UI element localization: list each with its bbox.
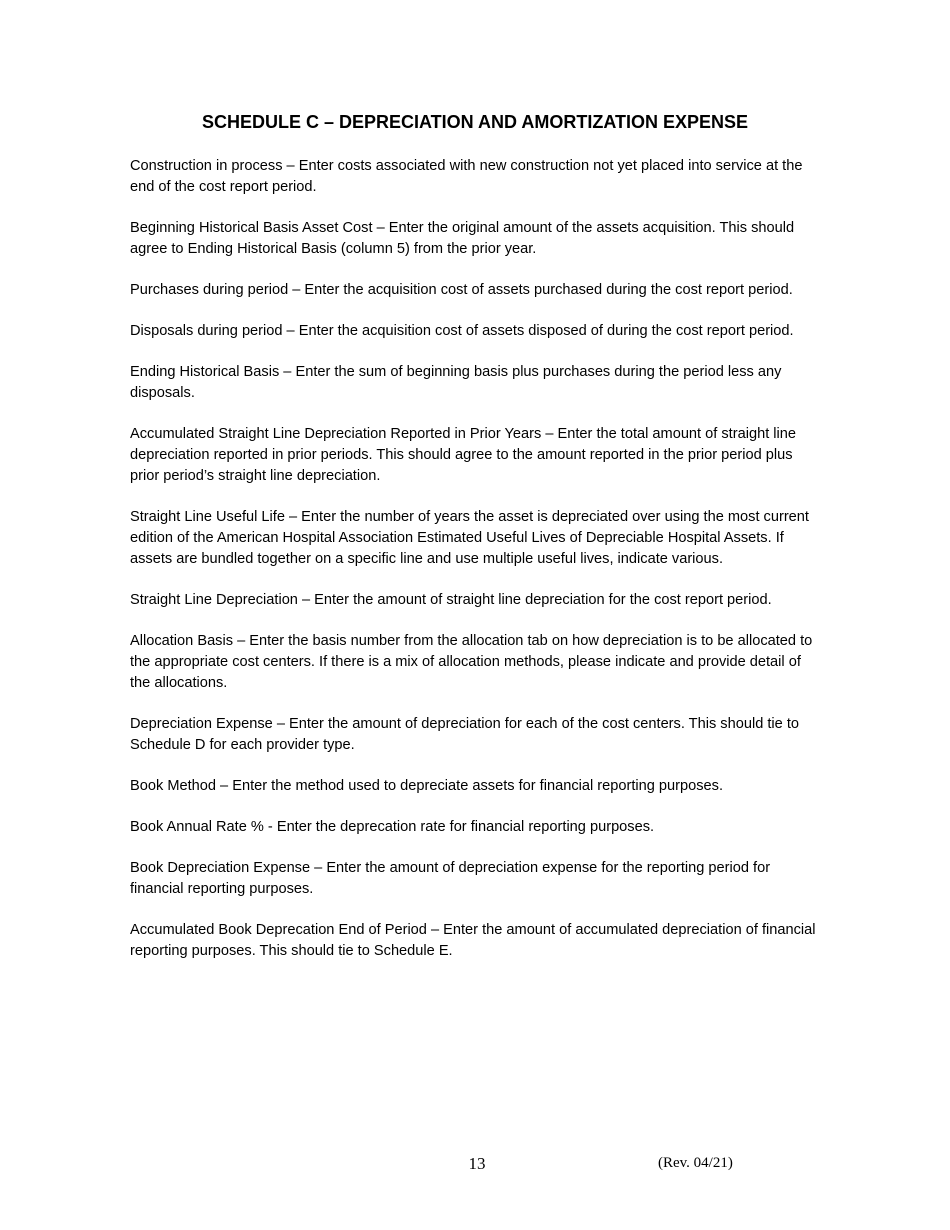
paragraph-book-annual-rate: Book Annual Rate % - Enter the deprecation rate for financial reporting purposes. bbox=[130, 819, 655, 835]
paragraph-allocation-basis: Allocation Basis – Enter the basis number from the allocation tab on how depreciation is to be allocated to the appropriate cost centers. If there is a mix of allocation methods, please indicate and provide detail of the allocations. bbox=[130, 633, 813, 691]
paragraph-disposals: Disposals during period – Enter the acquisition cost of assets disposed of during the cost report period. bbox=[130, 323, 794, 339]
paragraph-depreciation-expense: Depreciation Expense – Enter the amount of depreciation for each of the cost centers. This should tie to Schedule D for each provider type. bbox=[130, 716, 800, 753]
paragraph-book-method: Book Method – Enter the method used to depreciate assets for financial reporting purposes. bbox=[130, 778, 724, 794]
paragraph-accumulated-book-depreciation: Accumulated Book Deprecation End of Period – Enter the amount of accumulated depreciation of financial reporting purposes. This should tie to Schedule E. bbox=[130, 922, 816, 959]
paragraph-accumulated-straight-line: Accumulated Straight Line Depreciation Reported in Prior Years – Enter the total amount of straight line depreciation reported in prior periods. This should agree to the amount reported in the prior period plus prior period’s straight line depreciation. bbox=[130, 426, 797, 484]
paragraph-useful-life: Straight Line Useful Life – Enter the number of years the asset is depreciated over using the most current edition of the American Hospital Association Estimated Useful Lives of Depreciable Hospital Assets. If assets are bundled together on a specific line and use multiple useful lives, indicate various. bbox=[130, 509, 809, 567]
paragraph-ending-historical-basis: Ending Historical Basis – Enter the sum of beginning basis plus purchases during the period less any disposals. bbox=[130, 364, 782, 401]
paragraph-beginning-historical-basis: Beginning Historical Basis Asset Cost – Enter the original amount of the assets acquisition. This should agree to Ending Historical Basis (column 5) from the prior year. bbox=[130, 220, 795, 257]
paragraph-straight-line-depreciation: Straight Line Depreciation – Enter the amount of straight line depreciation for the cost report period. bbox=[130, 592, 772, 608]
paragraph-construction-in-process: Construction in process – Enter costs associated with new construction not yet placed into service at the end of the cost report period. bbox=[130, 158, 803, 195]
page-title: SCHEDULE C – DEPRECIATION AND AMORTIZATION EXPENSE bbox=[201, 112, 749, 132]
revision-label: (Rev. 04/21) bbox=[658, 1155, 733, 1171]
page-number: 13 bbox=[468, 1154, 486, 1173]
paragraph-purchases: Purchases during period – Enter the acquisition cost of assets purchased during the cost report period. bbox=[130, 282, 793, 298]
paragraph-book-depreciation-expense: Book Depreciation Expense – Enter the amount of depreciation expense for the reporting period for financial reporting purposes. bbox=[130, 860, 771, 897]
instructions-body bbox=[130, 156, 820, 982]
